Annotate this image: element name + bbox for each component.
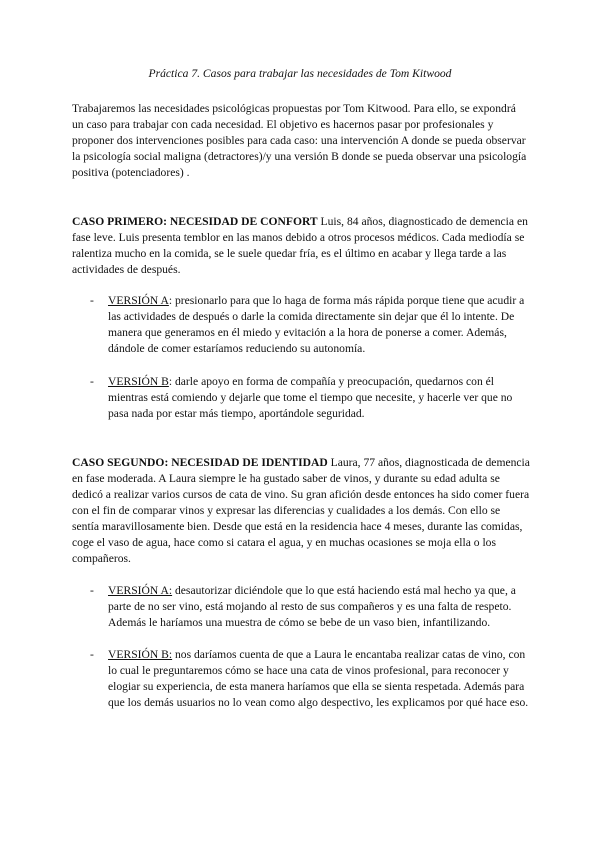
case-second-version-a xyxy=(72,583,530,631)
case-second xyxy=(72,455,530,711)
version-a-text: : presionarlo para que lo haga de forma más rápida porque tiene que acudir a las actividades de después o darle la comida directamente sin dejar que él lo intente. De manera que generamos en él miedo y evitación a la hora de ponerse a comer. Además, dándole de comer estaríamos reduciendo su autonomía. xyxy=(108,294,525,355)
document-title: Práctica 7. Casos para trabajar las necesidades de Tom Kitwood xyxy=(148,67,452,80)
case-first-text: Luis, 84 años, diagnosticado de demencia en fase leve. Luis presenta temblor en las manos debido a otros procesos médicos. Cada mediodía se ralentiza mucho en la comida, se le suele quedar fría, es el último en acabar y llega tarde a las actividades de después. xyxy=(72,215,528,276)
version-a-label: VERSIÓN A xyxy=(108,294,169,307)
case-second-description xyxy=(72,455,530,567)
version-b-text: nos daríamos cuenta de que a Laura le encantaba realizar catas de vino, con lo cual le preguntaremos cómo se hace una cata de vinos profesional, para reconocer y elogiar su experiencia, de esta manera haríamos que ella se sienta respetada. Además para que los demás usuarios no lo vean como algo despectivo, les explicamos por qué hace eso. xyxy=(108,648,529,709)
version-b-text: : darle apoyo en forma de compañía y preocupación, quedarnos con él mientras está comiendo y dejarle que tome el tiempo que necesite, y hacerle ver que no pasa nada por estar más tiempo, aportándole seguridad. xyxy=(108,375,513,420)
version-b-label: VERSIÓN B xyxy=(108,375,169,388)
bullet-dash: - xyxy=(90,375,94,388)
case-first-version-b xyxy=(72,374,530,422)
version-a-label: VERSIÓN A: xyxy=(108,584,173,597)
version-a-text: desautorizar diciéndole que lo que está haciendo está mal hecho ya que, a parte de no ser vino, está mojando al resto de sus compañeros y es una falta de respeto. Además le haríamos una muestra de cómo se bebe de un vaso bien, infantilizando. xyxy=(108,584,516,629)
case-second-heading: CASO SEGUNDO: NECESIDAD DE IDENTIDAD xyxy=(72,456,328,469)
version-b-label: VERSIÓN B: xyxy=(108,648,173,661)
intro-paragraph: Trabajaremos las necesidades psicológicas propuestas por Tom Kitwood. Para ello, se expondrá un caso para trabajar con cada necesidad. El objetivo es hacernos pasar por profesionales y proponer dos intervenciones posibles para cada caso: una intervención A donde se pueda observar la psicología social maligna (detractores)/y una versión B donde se pueda observar una psicología positiva (potenciadores) . xyxy=(72,102,527,179)
case-second-version-b xyxy=(72,647,530,711)
case-first-versions xyxy=(72,293,530,422)
case-first-heading: CASO PRIMERO: NECESIDAD DE CONFORT xyxy=(72,215,318,228)
case-first-description xyxy=(72,214,530,278)
case-second-text: Laura, 77 años, diagnosticada de demencia en fase moderada. A Laura siempre le ha gustado saber de vinos, y durante su edad adulta se dedicó a realizar varios cursos de cata de vino. Su gran afición desde entonces ha sido comer fuera con el fin de comparar vinos y expresar las diferencias y cualidades a los demás. Con ello se sentía maravillosamente bien. Desde que está en la residencia hace 4 meses, durante las comidas, coge el vaso de agua, hace como si catara el agua, y en muchas ocasiones se moja ella o los compañeros. xyxy=(72,456,530,565)
bullet-dash: - xyxy=(90,294,94,307)
case-first-version-a xyxy=(72,293,530,357)
case-first xyxy=(72,214,530,422)
bullet-dash: - xyxy=(90,648,94,661)
bullet-dash: - xyxy=(90,584,94,597)
case-second-versions xyxy=(72,583,530,711)
